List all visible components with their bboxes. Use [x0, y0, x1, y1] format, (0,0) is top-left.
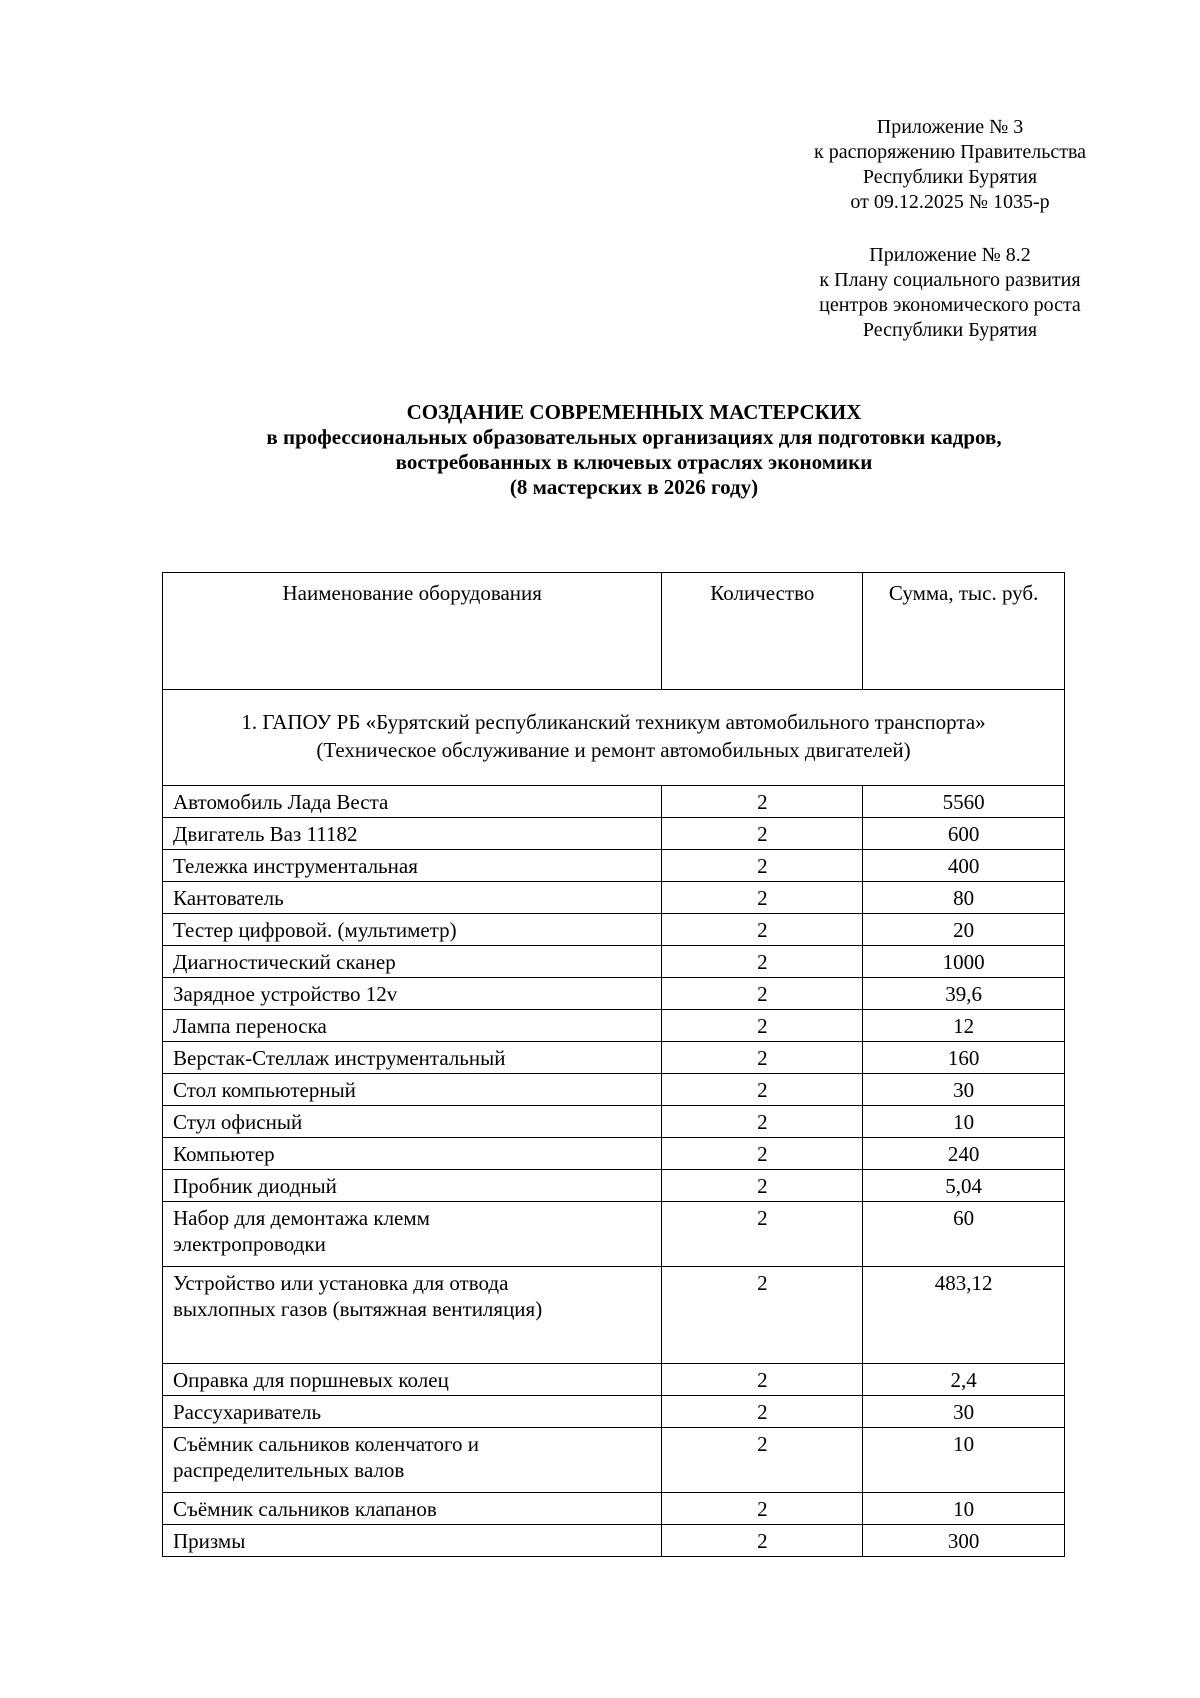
equipment-name-cell: Съёмник сальников коленчатого и распределительных валов [163, 1428, 662, 1493]
quantity-cell: 2 [662, 786, 863, 818]
table-row [163, 1138, 1065, 1170]
table-row [163, 818, 1065, 850]
sum-cell: 20 [863, 914, 1065, 946]
appendix-3-header [780, 115, 1120, 215]
table-row [163, 1525, 1065, 1557]
appendix-3-line: Республики Бурятия [862, 166, 1038, 188]
appendix-3-line: Приложение № 3 [876, 116, 1024, 138]
section-row [163, 690, 1065, 786]
table-row [163, 1267, 1065, 1364]
quantity-cell: 2 [662, 914, 863, 946]
quantity-cell: 2 [662, 1493, 863, 1525]
title-line: в профессиональных образовательных организациях для подготовки кадров, [266, 425, 1002, 449]
quantity-cell: 2 [662, 1010, 863, 1042]
equipment-name-cell: Устройство или установка для отвода выхлопных газов (вытяжная вентиляция) [163, 1267, 662, 1364]
sum-cell: 30 [863, 1074, 1065, 1106]
quantity-cell: 2 [662, 1170, 863, 1202]
equipment-name-cell: Призмы [163, 1525, 662, 1557]
equipment-name-cell: Стул офисный [163, 1106, 662, 1138]
sum-cell: 5560 [863, 786, 1065, 818]
table-row [163, 1364, 1065, 1396]
appendix-8-2-line: к Плану социального развития [819, 269, 1081, 291]
quantity-cell: 2 [662, 1267, 863, 1364]
table-row [163, 882, 1065, 914]
sum-cell: 10 [863, 1493, 1065, 1525]
table-row [163, 786, 1065, 818]
equipment-name-cell: Съёмник сальников клапанов [163, 1493, 662, 1525]
quantity-cell: 2 [662, 1106, 863, 1138]
appendix-8-2-header [780, 243, 1120, 343]
quantity-cell: 2 [662, 1042, 863, 1074]
quantity-cell: 2 [662, 1396, 863, 1428]
quantity-cell: 2 [662, 1074, 863, 1106]
section-line-1: 1. ГАПОУ РБ «Бурятский республиканский техникум автомобильного транспорта» [241, 710, 986, 734]
sum-cell: 5,04 [863, 1170, 1065, 1202]
equipment-name-cell: Верстак-Стеллаж инструментальный [163, 1042, 662, 1074]
sum-cell: 10 [863, 1106, 1065, 1138]
table-row [163, 978, 1065, 1010]
table-row [163, 914, 1065, 946]
appendix-3-line: к распоряжению Правительства [813, 141, 1086, 163]
quantity-cell: 2 [662, 946, 863, 978]
title-line: (8 мастерских в 2026 году) [509, 475, 759, 499]
table-row [163, 946, 1065, 978]
equipment-name-cell: Тележка инструментальная [163, 850, 662, 882]
quantity-cell: 2 [662, 1428, 863, 1493]
table-header-row [163, 573, 1065, 690]
sum-cell: 1000 [863, 946, 1065, 978]
sum-cell: 12 [863, 1010, 1065, 1042]
equipment-name-cell: Набор для демонтажа клемм электропроводки [163, 1202, 662, 1267]
table-row [163, 1493, 1065, 1525]
appendix-3-line: от 09.12.2025 № 1035-р [850, 191, 1050, 213]
equipment-name-cell: Оправка для поршневых колец [163, 1364, 662, 1396]
sum-cell: 483,12 [863, 1267, 1065, 1364]
sum-cell: 300 [863, 1525, 1065, 1557]
equipment-name-cell: Компьютер [163, 1138, 662, 1170]
section-line-2: (Техническое обслуживание и ремонт автомобильных двигателей) [316, 738, 911, 762]
appendix-8-2-line: Республики Бурятия [862, 319, 1038, 341]
title-line: СОЗДАНИЕ СОВРЕМЕННЫХ МАСТЕРСКИХ [406, 400, 862, 424]
title-line: востребованных в ключевых отраслях экономики [395, 450, 873, 474]
sum-cell: 30 [863, 1396, 1065, 1428]
quantity-cell: 2 [662, 1364, 863, 1396]
table-row [163, 1428, 1065, 1493]
equipment-name-cell: Рассухариватель [163, 1396, 662, 1428]
equipment-name-cell: Зарядное устройство 12v [163, 978, 662, 1010]
sum-cell: 400 [863, 850, 1065, 882]
equipment-name-cell: Кантователь [163, 882, 662, 914]
sum-cell: 60 [863, 1202, 1065, 1267]
section-title [163, 690, 1065, 786]
table-row [163, 1042, 1065, 1074]
quantity-cell: 2 [662, 978, 863, 1010]
table-row [163, 1170, 1065, 1202]
sum-cell: 2,4 [863, 1364, 1065, 1396]
table-row [163, 1074, 1065, 1106]
sum-cell: 10 [863, 1428, 1065, 1493]
quantity-cell: 2 [662, 1138, 863, 1170]
document-title [0, 400, 1200, 500]
sum-cell: 600 [863, 818, 1065, 850]
equipment-name-cell: Двигатель Ваз 11182 [163, 818, 662, 850]
table-row [163, 1396, 1065, 1428]
equipment-name-cell: Пробник диодный [163, 1170, 662, 1202]
table-row [163, 850, 1065, 882]
header-sum: Сумма, тыс. руб. [863, 573, 1065, 690]
quantity-cell: 2 [662, 882, 863, 914]
appendix-8-2-line: центров экономического роста [819, 294, 1081, 316]
quantity-cell: 2 [662, 1202, 863, 1267]
quantity-cell: 2 [662, 850, 863, 882]
sum-cell: 39,6 [863, 978, 1065, 1010]
table-row [163, 1202, 1065, 1267]
equipment-name-cell: Тестер цифровой. (мультиметр) [163, 914, 662, 946]
table-row [163, 1010, 1065, 1042]
sum-cell: 240 [863, 1138, 1065, 1170]
table-row [163, 1106, 1065, 1138]
quantity-cell: 2 [662, 818, 863, 850]
equipment-name-cell: Диагностический сканер [163, 946, 662, 978]
equipment-name-cell: Автомобиль Лада Веста [163, 786, 662, 818]
header-equipment-name: Наименование оборудования [163, 573, 662, 690]
equipment-name-cell: Лампа переноска [163, 1010, 662, 1042]
equipment-name-cell: Стол компьютерный [163, 1074, 662, 1106]
quantity-cell: 2 [662, 1525, 863, 1557]
header-quantity: Количество [662, 573, 863, 690]
sum-cell: 80 [863, 882, 1065, 914]
appendix-8-2-line: Приложение № 8.2 [869, 244, 1031, 266]
equipment-table [162, 572, 1065, 1557]
sum-cell: 160 [863, 1042, 1065, 1074]
